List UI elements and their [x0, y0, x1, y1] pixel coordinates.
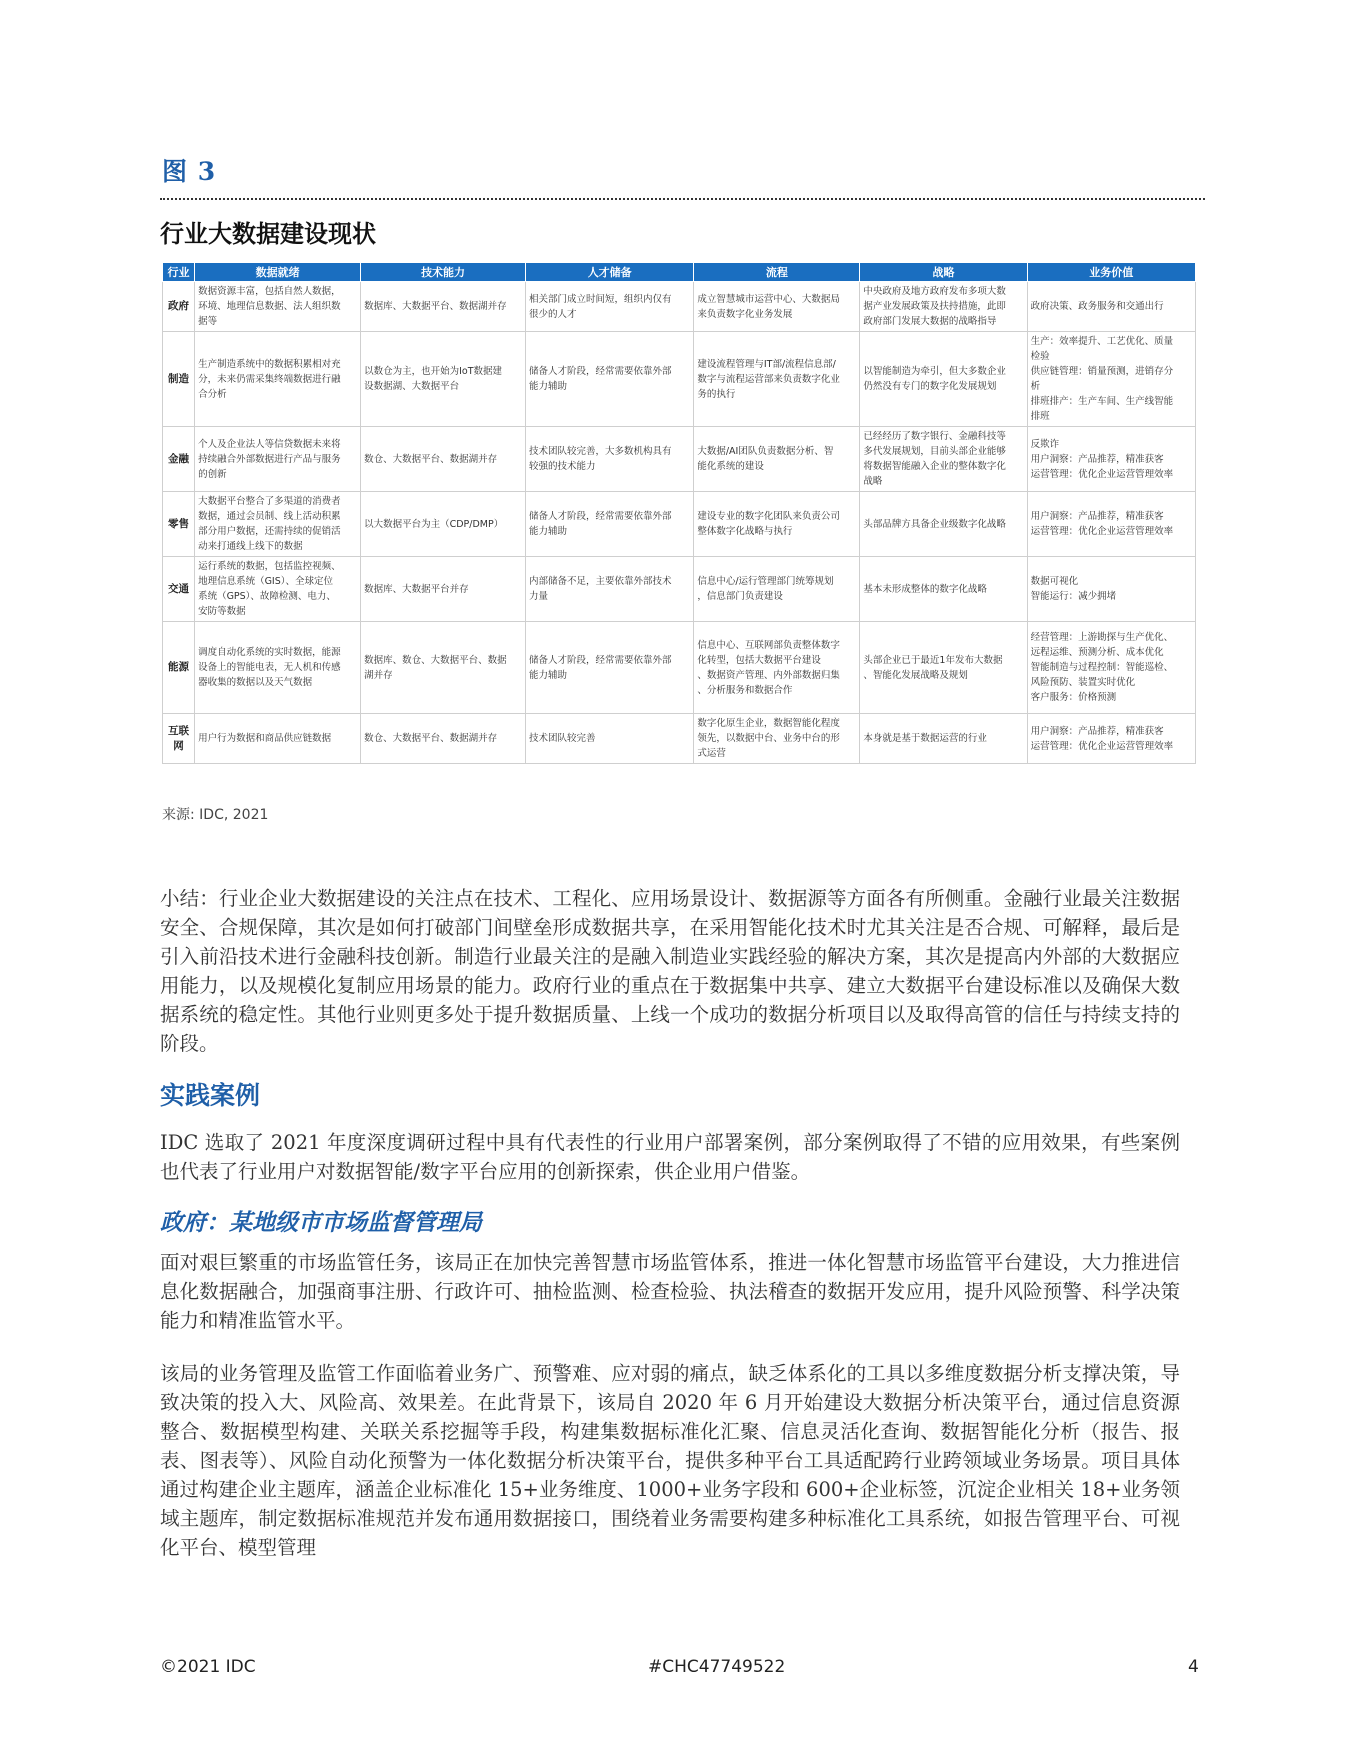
table-cell: 储备人才阶段，经常需要依靠外部 能力辅助 [526, 622, 694, 714]
industry-cell: 能源 [163, 622, 195, 714]
case-heading: 政府：某地级市市场监督管理局 [160, 1209, 482, 1236]
table-cell: 用户行为数据和商品供应链数据 [195, 714, 361, 764]
table-row [163, 282, 1196, 332]
column-header: 行业 [163, 263, 195, 282]
case-paragraph-2: 该局的业务管理及监管工作面临着业务广、预警难、应对弱的痛点，缺乏体系化的工具以多维度数据分析支撑决策，导致决策的投入大、风险高、效果差。在此背景下，该局自 2020 年 6 月开始建设大数据分析决策平台，通过信息资源整合、数据模型构建、关联关系挖掘等手段，构建集数据标准化汇聚、信息灵活化查询、数据智能化分析（报告、报表、图表等）、风险自动化预警为一体化数据分析决策平台，提供多种平台工具适配跨行业跨领域业务场景。项目具体通过构建企业主题库，涵盖企业标准化 15+业务维度、1000+业务字段和 600+企业标签，沉淀企业相关 18+业务领域主题库，制定数据标准规范并发布通用数据接口，围绕着业务需要构建多种标准化工具系统，如报告管理平台、可视化平台、模型管理 [160, 1362, 1180, 1559]
table-cell: 反欺诈 用户洞察：产品推荐，精准获客 运营管理：优化企业运营管理效率 [1027, 427, 1195, 492]
table-cell: 信息中心、互联网部负责整体数字 化转型，包括大数据平台建设 、数据资产管理、内外部数据归集 、分析服务和数据合作 [694, 622, 860, 714]
table-cell: 相关部门成立时间短，组织内仅有 很少的人才 [526, 282, 694, 332]
figure-divider [160, 198, 1205, 200]
figure-source: 来源: IDC, 2021 [162, 807, 269, 823]
table-cell: 基本未形成整体的数字化战略 [860, 557, 1027, 622]
table-cell: 建设专业的数字化团队来负责公司 整体数字化战略与执行 [694, 492, 860, 557]
table-cell: 用户洞察：产品推荐，精准获客 运营管理：优化企业运营管理效率 [1027, 492, 1195, 557]
table-cell: 用户洞察：产品推荐，精准获客 运营管理：优化企业运营管理效率 [1027, 714, 1195, 764]
table-cell: 运行系统的数据，包括监控视频、 地理信息系统（GIS）、全球定位 系统（GPS）、故障检测、电力、 安防等数据 [195, 557, 361, 622]
table-cell: 内部储备不足，主要依靠外部技术 力量 [526, 557, 694, 622]
industry-status-table [162, 262, 1196, 764]
table-cell: 数据资源丰富，包括自然人数据， 环境、地理信息数据、法人组织数 据等 [195, 282, 361, 332]
table-cell: 数仓、大数据平台、数据湖并存 [361, 427, 526, 492]
industry-cell: 互联网 [163, 714, 195, 764]
industry-cell: 零售 [163, 492, 195, 557]
table-cell: 以智能制造为牵引，但大多数企业 仍然没有专门的数字化发展规划 [860, 332, 1027, 427]
table-cell: 数仓、大数据平台、数据湖并存 [361, 714, 526, 764]
table-row [163, 714, 1196, 764]
table-cell: 个人及企业法人等信贷数据未来将 持续融合外部数据进行产品与服务 的创新 [195, 427, 361, 492]
table-cell: 政府决策、政务服务和交通出行 [1027, 282, 1195, 332]
table-cell: 头部品牌方具备企业级数字化战略 [860, 492, 1027, 557]
table-cell: 大数据平台整合了多渠道的消费者 数据，通过会员制、线上活动积累 部分用户数据，还需持续的促销活 动来打通线上线下的数据 [195, 492, 361, 557]
table-cell: 信息中心/运行管理部门统筹规划 ，信息部门负责建设 [694, 557, 860, 622]
case-paragraph-1: 面对艰巨繁重的市场监管任务，该局正在加快完善智慧市场监管体系，推进一体化智慧市场监管平台建设，大力推进信息化数据融合，加强商事注册、行政许可、抽检监测、检查检验、执法稽查的数据开发应用，提升风险预警、科学决策能力和精准监管水平。 [160, 1251, 1180, 1332]
table-cell: 大数据/AI团队负责数据分析、智 能化系统的建设 [694, 427, 860, 492]
summary-paragraph: 小结：行业企业大数据建设的关注点在技术、工程化、应用场景设计、数据源等方面各有所侧重。金融行业最关注数据安全、合规保障，其次是如何打破部门间壁垒形成数据共享，在采用智能化技术时尤其关注是否合规、可解释，最后是引入前沿技术进行金融科技创新。制造行业最关注的是融入制造业实践经验的解决方案，其次是提高内外部的大数据应用能力，以及规模化复制应用场景的能力。政府行业的重点在于数据集中共享、建立大数据平台建设标准以及确保大数据系统的稳定性。其他行业则更多处于提升数据质量、上线一个成功的数据分析项目以及取得高管的信任与持续支持的阶段。 [160, 887, 1180, 1055]
table-cell: 本身就是基于数据运营的行业 [860, 714, 1027, 764]
table-cell: 数据库、大数据平台、数据湖并存 [361, 282, 526, 332]
column-header: 流程 [694, 263, 860, 282]
footer-copyright: ©2021 IDC [160, 1657, 256, 1677]
table-cell: 数据库、数仓、大数据平台、数据 湖并存 [361, 622, 526, 714]
section-heading: 实践案例 [160, 1081, 261, 1110]
industry-cell: 交通 [163, 557, 195, 622]
table-cell: 成立智慧城市运营中心、大数据局 来负责数字化业务发展 [694, 282, 860, 332]
industry-cell: 政府 [163, 282, 195, 332]
table-cell: 储备人才阶段，经常需要依靠外部 能力辅助 [526, 332, 694, 427]
table-cell: 数据可视化 智能运行：减少拥堵 [1027, 557, 1195, 622]
footer-document-id: #CHC47749522 [648, 1657, 786, 1677]
table-cell: 数字化原生企业，数据智能化程度 领先，以数据中台、业务中台的形 式运营 [694, 714, 860, 764]
table-row [163, 427, 1196, 492]
section-intro-paragraph: IDC 选取了 2021 年度深度调研过程中具有代表性的行业用户部署案例，部分案例取得了不错的应用效果，有些案例也代表了行业用户对数据智能/数字平台应用的创新探索，供企业用户借鉴。 [160, 1131, 1180, 1183]
table-header-row [163, 263, 1196, 282]
column-header: 技术能力 [361, 263, 526, 282]
table-cell: 已经经历了数字银行、金融科技等 多代发展规划，目前头部企业能够 将数据智能融入企业的整体数字化 战略 [860, 427, 1027, 492]
table-cell: 生产：效率提升、工艺优化、质量 检验 供应链管理：销量预测，进销存分 析 排班排产：生产车间、生产线智能 排班 [1027, 332, 1195, 427]
table-cell: 经营管理：上游勘探与生产优化、 远程运维、预测分析、成本优化 智能制造与过程控制：智能巡检、 风险预防、装置实时优化 客户服务：价格预测 [1027, 622, 1195, 714]
table-cell: 以数仓为主，也开始为IoT数据建 设数据湖、大数据平台 [361, 332, 526, 427]
table-cell: 调度自动化系统的实时数据，能源 设备上的智能电表，无人机和传感 器收集的数据以及天气数据 [195, 622, 361, 714]
table-row [163, 492, 1196, 557]
column-header: 人才储备 [526, 263, 694, 282]
table-row [163, 332, 1196, 427]
table-cell: 头部企业已于最近1年发布大数据 、智能化发展战略及规划 [860, 622, 1027, 714]
table-cell: 技术团队较完善 [526, 714, 694, 764]
table-cell: 中央政府及地方政府发布多项大数 据产业发展政策及扶持措施，此即 政府部门发展大数据的战略指导 [860, 282, 1027, 332]
table-cell: 储备人才阶段，经常需要依靠外部 能力辅助 [526, 492, 694, 557]
table-cell: 技术团队较完善，大多数机构具有 较强的技术能力 [526, 427, 694, 492]
table-cell: 数据库、大数据平台并存 [361, 557, 526, 622]
table-row [163, 557, 1196, 622]
figure-title: 行业大数据建设现状 [160, 219, 376, 248]
table-cell: 以大数据平台为主（CDP/DMP） [361, 492, 526, 557]
column-header: 战略 [860, 263, 1027, 282]
table-row [163, 622, 1196, 714]
table-cell: 生产制造系统中的数据积累相对充 分，未来仍需采集终端数据进行融 合分析 [195, 332, 361, 427]
figure-label: 图 3 [162, 157, 217, 186]
table-cell: 建设流程管理与IT部/流程信息部/ 数字与流程运营部来负责数字化业 务的执行 [694, 332, 860, 427]
column-header: 业务价值 [1027, 263, 1195, 282]
footer-page-number: 4 [1188, 1657, 1199, 1677]
industry-cell: 金融 [163, 427, 195, 492]
industry-cell: 制造 [163, 332, 195, 427]
column-header: 数据就绪 [195, 263, 361, 282]
